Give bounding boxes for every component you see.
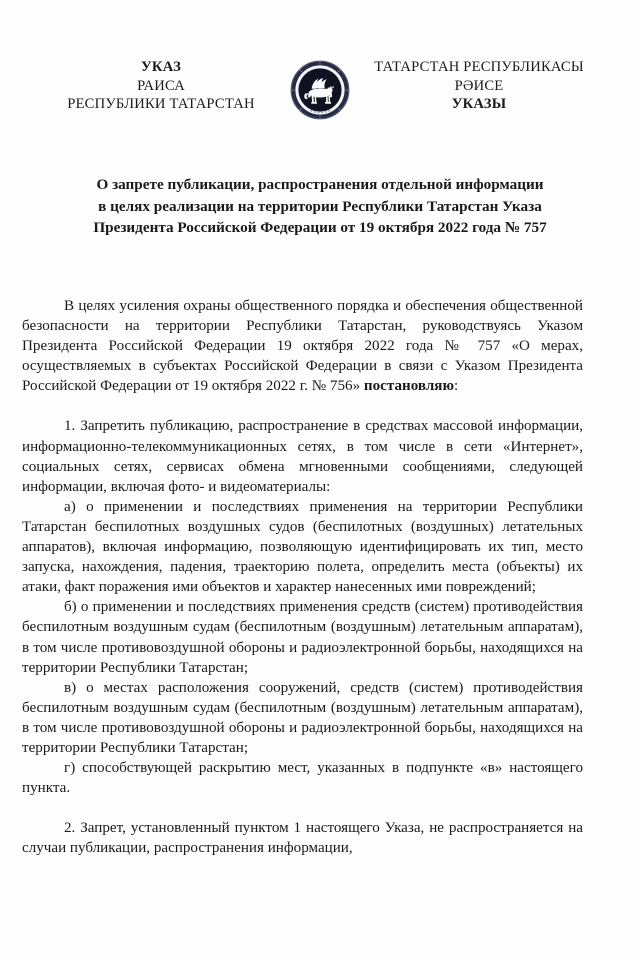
letterhead-ru-line-2: РАИСА: [137, 77, 185, 94]
document-title-line-3: Президента Российской Федерации от 19 октября 2022 года № 757: [93, 219, 547, 237]
document-title-line-1: О запрете публикации, распространения отдельной информации: [96, 176, 544, 193]
emblem-container: [272, 58, 368, 120]
paragraph-item-1g: г) способствующей раскрытию мест, указанных в подпункте «в» настоящего пункта.: [22, 760, 583, 797]
paragraph-item-2: 2. Запрет, установленный пунктом 1 настоящего Указа, не распространяется на случаи публикации, распространения информации,: [22, 820, 583, 857]
letterhead-tt-line-3: УКАЗЫ: [451, 96, 507, 113]
preamble-decree-verb: постановляю: [363, 378, 454, 395]
letterhead-tt-line-1: ТАТАРСТАН РЕСПУБЛИКАСЫ: [374, 59, 584, 75]
letterhead-russian-block: [50, 58, 272, 114]
tatarstan-coat-of-arms-icon: [290, 60, 350, 120]
document-title-line-2: в целях реализации на территории Республики Татарстан Указа: [98, 197, 542, 215]
letterhead-tt-line-2: РӘИСЕ: [454, 77, 504, 94]
preamble-text-part-1: В целях усиления охраны общественного порядка и обеспечения общественной безопасности на территории Республики Татарстан, руководствуясь Указом Президента Российской Федерации 19 октября 2022 года № 757 «О мерах, осуществляемых в субъектах Российской Федерации в связи с Указом Президента Российской Федерации от 19 октября 2022 г. № 756»: [22, 298, 583, 395]
letterhead: [0, 0, 640, 120]
paragraph-item-1: 1. Запретить публикацию, распространение в средствах массовой информации, информационно-телекоммуникационных сетях, в том числе в сети «Интернет», социальных сетях, сервисах обмена мгновенными сообщениями, следующей информации, включая фото- и видеоматериалы:: [22, 418, 583, 495]
paragraph-item-1b: б) о применении и последствиях применения средств (систем) противодействия беспилотным воздушным судам (беспилотным (воздушным) летательным аппаратам), в том числе противовоздушной обороны и радиоэлектронной борьбы, находящихся на территории Республики Татарстан;: [22, 599, 583, 676]
letterhead-ru-line-3: РЕСПУБЛИКИ ТАТАРСТАН: [67, 96, 255, 113]
letterhead-tatar-block: [368, 58, 590, 114]
preamble-text-part-2: :: [453, 378, 459, 395]
paragraph-item-1v: в) о местах расположения сооружений, средств (систем) противодействия беспилотным воздушным судам (беспилотным (воздушным) летательным аппаратам), в том числе противовоздушной обороны и радиоэлектронной борьбы, находящихся на территории Республики Татарстан;: [22, 679, 583, 756]
document-title: [0, 120, 640, 239]
paragraph-preamble: [22, 296, 583, 396]
paragraph-item-1a: а) о применении и последствиях применения на территории Республики Татарстан беспилотных воздушных судов (беспилотных (воздушных) летательных аппаратов), включая информацию, позволяющую идентифицировать их тип, место запуска, нахождения, падения, траекторию полета, определить места (объекты) их атаки, факт поражения ими объектов и характер нанесенных ими повреждений;: [22, 498, 583, 596]
document-body: [22, 296, 583, 858]
letterhead-ru-line-1: УКАЗ: [141, 59, 181, 75]
